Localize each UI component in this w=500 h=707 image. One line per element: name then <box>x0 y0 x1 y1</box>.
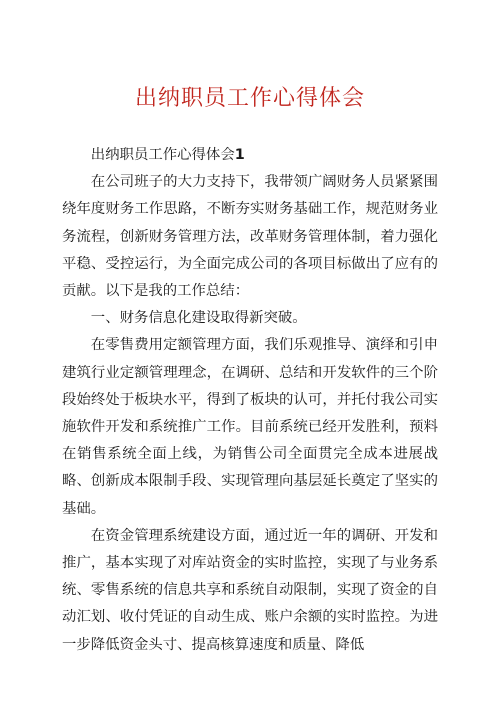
paragraph-intro: 在公司班子的大力支持下，我带领广阔财务人员紧紧围绕年度财务工作思路，不断夯实财务基础工作，规范财务业务流程，创新财务管理方法，改革财务管理体制，着力强化平稳、受控运行，为全面完成公司的各项目标做出了应有的贡献。以下是我的工作总结： <box>62 174 438 300</box>
paragraph-retail-cost: 在零售费用定额管理方面，我们乐观推导、演绎和引申建筑行业定额管理理念，在调研、总结和开发软件的三个阶段始终处于板块水平，得到了板块的认可，并托付我公司实施软件开发和系统推广工作。目前系统已经开发胜利，预料在销售系统全面上线，为销售公司全面贯完全成本进展战略、创新成本限制手段、实现管理向基层延长奠定了坚实的基础。 <box>62 337 438 517</box>
document-title: 出纳职员工作心得体会 <box>134 86 365 111</box>
document-body <box>62 142 438 659</box>
paragraph-fund-management: 在资金管理系统建设方面，通过近一年的调研、开发和推广，基本实现了对库站资金的实时监控，实现了与业务系统、零售系统的信息共享和系统自动限制，实现了资金的自动汇划、收付凭证的自动生成、账户余额的实时监控。为进一步降低资金头寸、提高核算速度和质量、降低 <box>62 527 438 653</box>
paragraph-heading-1: 一、财务信息化建设取得新突破。 <box>90 310 307 327</box>
section-heading <box>62 142 438 169</box>
section-heading-number: 1 <box>234 147 245 163</box>
section-heading-text: 出纳职员工作心得体会 <box>90 147 235 163</box>
